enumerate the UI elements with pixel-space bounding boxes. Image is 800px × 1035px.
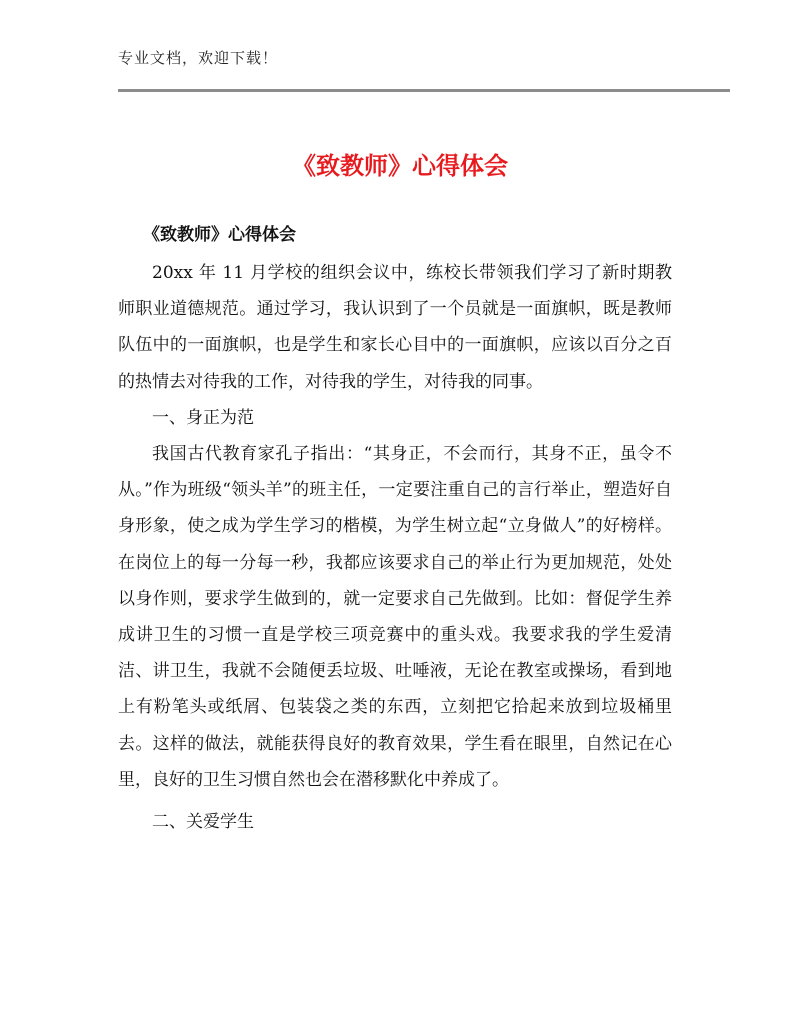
section-subtitle: 《致教师》心得体会	[143, 225, 296, 245]
body-paragraph: 我国古代教育家孔子指出：“其身正，不会而行，其身不正，虽令不从。”作为班级“领头羊”的班主任，一定要注重自己的言行举止，塑造好自身形象，使之成为学生学习的楷模，为学生树立起“立身做人”的好榜样。在岗位上的每一分每一秒，我都应该要求自己的举止行为更加规范，处处以身作则，要求学生做到的，就一定要求自己先做到。比如：督促学生养成讲卫生的习惯一直是学校三项竞赛中的重头戏。我要求我的学生爱清洁、讲卫生，我就不会随便丢垃圾、吐唾液，无论在教室或操场，看到地上有粉笔头或纸屑、包装袋之类的东西，立刻把它拾起来放到垃圾桶里去。这样的做法，就能获得良好的教育效果，学生看在眼里，自然记在心里，良好的卫生习惯自然也会在潜移默化中养成了。	[118, 444, 672, 790]
header-divider	[118, 89, 730, 92]
document-body	[118, 255, 672, 840]
document-title: 《致教师》心得体会	[292, 152, 508, 180]
page-header: 专业文档，欢迎下载！	[118, 49, 279, 67]
section-heading-2: 二、关爱学生	[152, 812, 254, 833]
section-heading-1: 一、身正为范	[152, 407, 254, 428]
intro-paragraph: 20xx 年 11 月学校的组织会议中，练校长带领我们学习了新时期教师职业道德规范。通过学习，我认识到了一个员就是一面旗帜，既是教师队伍中的一面旗帜，也是学生和家长心目中的一面旗帜，应该以百分之百的热情去对待我的工作，对待我的学生，对待我的同事。	[118, 263, 672, 392]
